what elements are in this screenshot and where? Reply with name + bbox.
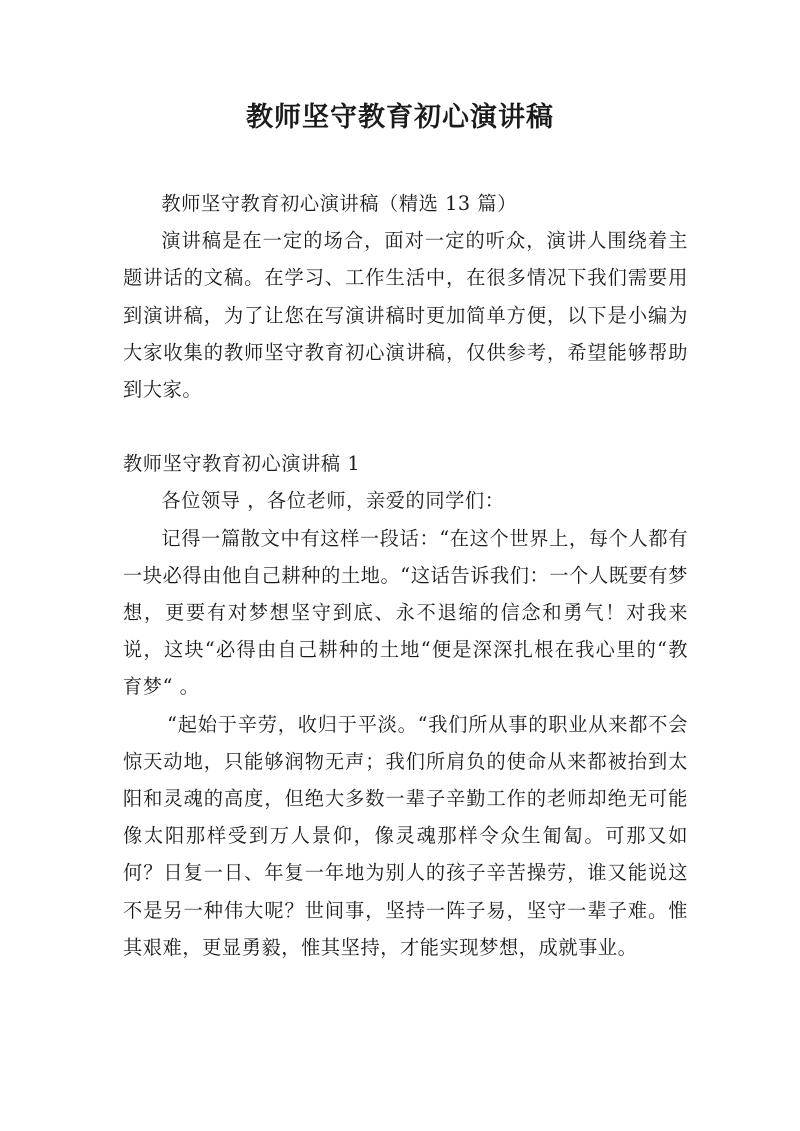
body-paragraph: 记得一篇散文中有这样一段话：“在这个世界上，每个人都有一块必得由他自己耕种的土地。“这话告诉我们：一个人既要有梦想，更要有对梦想坚守到底、永不退缩的信念和勇气！对我来说，这块“必得由自己耕种的土地“便是深深扎根在我心里的“教育梦“ 。: [123, 526, 688, 699]
body-paragraph: “起始于辛劳，收归于平淡。“我们所从事的职业从来都不会惊天动地，只能够润物无声；我们所肩负的使命从来都被抬到太阳和灵魂的高度，但绝大多数一辈子辛勤工作的老师却绝无可能像太阳那样受到万人景仰，像灵魂那样令众生匍匐。可那又如何？日复一日、年复一年地为别人的孩子辛苦操劳，谁又能说这不是另一种伟大呢？世间事，坚持一阵子易，坚守一辈子难。惟其艰难，更显勇毅，惟其坚持，才能实现梦想，成就事业。: [123, 712, 688, 959]
document-title: 教师坚守教育初心演讲稿: [246, 102, 554, 133]
document-body: [123, 185, 688, 966]
section-heading: 教师坚守教育初心演讲稿 1: [123, 452, 361, 476]
intro-paragraph: 演讲稿是在一定的场合，面对一定的听众，演讲人围绕着主题讲话的文稿。在学习、工作生活中，在很多情况下我们需要用到演讲稿，为了让您在写演讲稿时更加简单方便，以下是小编为大家收集的教师坚守教育初心演讲稿，仅供参考，希望能够帮助到大家。: [123, 229, 688, 402]
greeting-paragraph: 各位领导 ，各位老师，亲爱的同学们：: [161, 489, 505, 513]
subtitle-paragraph: 教师坚守教育初心演讲稿（精选 13 篇）: [161, 192, 518, 215]
